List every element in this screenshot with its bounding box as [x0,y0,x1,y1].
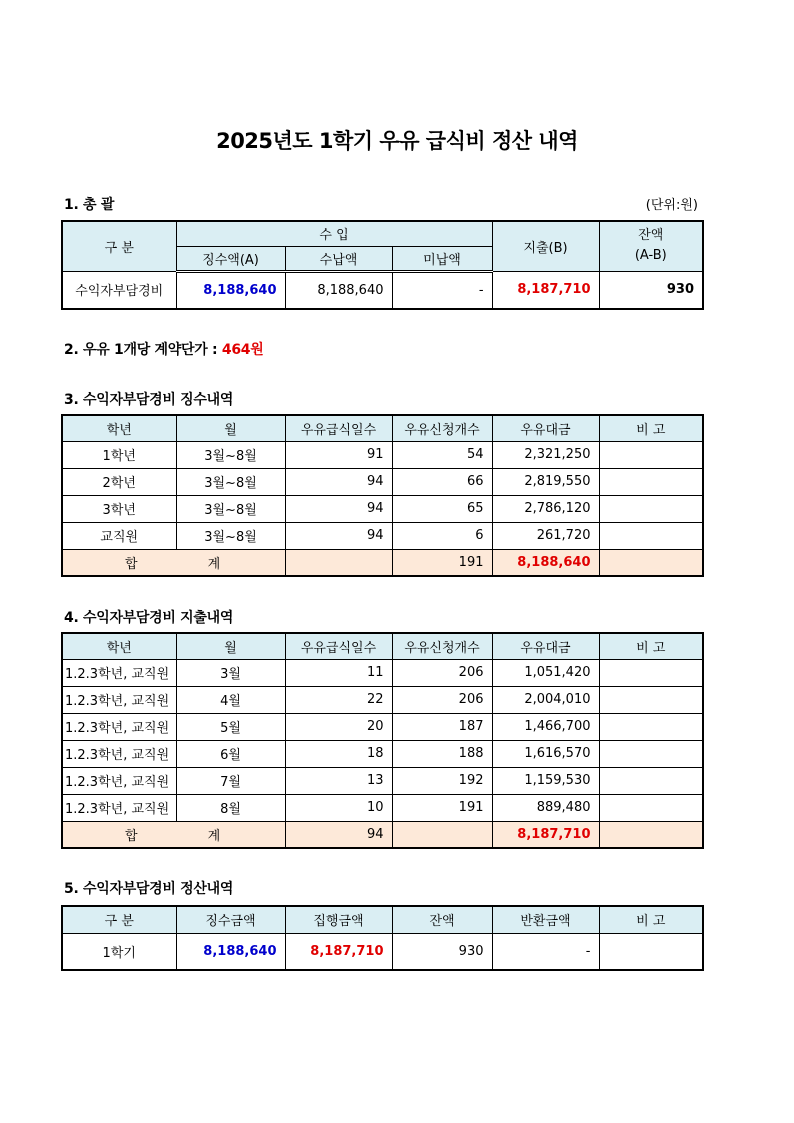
cell-count: 187 [392,713,492,740]
collection-table [61,414,704,577]
table-row [62,767,703,794]
section-1-heading: 1. 총 괄 [64,197,115,213]
collect-amount: 8,188,640 [176,933,285,970]
cell-days: 18 [285,740,392,767]
cell-amount: 1,159,530 [492,767,599,794]
total-count [392,821,492,848]
header-balance-line2: (A-B) [634,248,667,264]
cell-month: 5월 [176,713,285,740]
cell-amount: 261,720 [492,522,599,549]
cell-note [599,522,703,549]
col-count: 우유신청개수 [392,415,492,441]
collect-amount: 8,188,640 [176,271,285,309]
balance-amount: 930 [392,933,492,970]
table-row [62,794,703,821]
header-balance-line1: 잔액 [638,228,664,244]
unit-label: (단위:원) [645,198,698,213]
header-income: 수 입 [176,221,492,246]
cell-amount: 1,616,570 [492,740,599,767]
total-label-b: 계 [207,556,221,572]
exec-amount: 8,187,710 [285,933,392,970]
settlement-table [61,905,704,971]
col-collect: 징수금액 [176,906,285,933]
cell-note [599,713,703,740]
section-5-heading: 5. 수익자부담경비 정산내역 [64,881,234,897]
cell-month: 6월 [176,740,285,767]
cell-count: 6 [392,522,492,549]
cell-grade: 2학년 [62,468,176,495]
col-exec: 집행금액 [285,906,392,933]
paid-amount: 8,188,640 [285,271,392,309]
cell-month: 3월~8월 [176,441,285,468]
col-amount: 우유대금 [492,415,599,441]
cell-count: 65 [392,495,492,522]
cell-count: 188 [392,740,492,767]
cell-month: 7월 [176,767,285,794]
total-label [62,821,285,848]
cell-note [599,659,703,686]
total-days [285,549,392,576]
cell-grade: 1.2.3학년, 교직원 [62,659,176,686]
section-3-heading: 3. 수익자부담경비 징수내역 [64,392,234,408]
header-expense: 지출(B) [492,221,599,271]
section-4-heading: 4. 수익자부담경비 지출내역 [64,610,234,626]
unit-price-label: 2. 우유 1개당 계약단가 : [64,342,222,358]
unpaid-amount: - [392,271,492,309]
cell-grade: 3학년 [62,495,176,522]
col-month: 월 [176,415,285,441]
col-grade: 학년 [62,633,176,659]
col-note: 비 고 [599,906,703,933]
table-row [62,740,703,767]
unit-price-value: 464원 [221,342,264,358]
cell-count: 206 [392,659,492,686]
total-count: 191 [392,549,492,576]
col-note: 비 고 [599,633,703,659]
total-note [599,549,703,576]
cell-amount: 2,321,250 [492,441,599,468]
table-row [62,522,703,549]
cell-grade: 1.2.3학년, 교직원 [62,740,176,767]
cell-count: 66 [392,468,492,495]
table-row [62,441,703,468]
cell-days: 13 [285,767,392,794]
col-month: 월 [176,633,285,659]
header-unpaid: 미납액 [392,246,492,271]
expense-amount: 8,187,710 [492,271,599,309]
cell-month: 3월~8월 [176,468,285,495]
cell-days: 20 [285,713,392,740]
total-amount: 8,187,710 [492,821,599,848]
cell-days: 94 [285,495,392,522]
cell-note [599,441,703,468]
summary-table [61,220,704,310]
cell-note [599,794,703,821]
cell-amount: 1,466,700 [492,713,599,740]
cell-month: 3월~8월 [176,522,285,549]
cell-count: 191 [392,794,492,821]
refund-amount: - [492,933,599,970]
cell-days: 22 [285,686,392,713]
cell-days: 11 [285,659,392,686]
col-refund: 반환금액 [492,906,599,933]
balance-amount: 930 [599,271,703,309]
cell-grade: 1.2.3학년, 교직원 [62,686,176,713]
total-label-b: 계 [207,828,221,844]
cell-note [599,767,703,794]
col-balance: 잔액 [392,906,492,933]
header-balance [599,221,703,271]
col-count: 우유신청개수 [392,633,492,659]
table-row [62,271,703,309]
cell-count: 206 [392,686,492,713]
cell-month: 4월 [176,686,285,713]
cell-grade: 1.2.3학년, 교직원 [62,767,176,794]
expense-table [61,632,704,849]
table-row [62,659,703,686]
col-note: 비 고 [599,415,703,441]
cell-grade: 1학년 [62,441,176,468]
row-label: 1학기 [62,933,176,970]
cell-grade: 교직원 [62,522,176,549]
total-label-a: 합 [125,556,138,572]
cell-note [599,468,703,495]
total-row [62,549,703,576]
col-amount: 우유대금 [492,633,599,659]
cell-days: 94 [285,468,392,495]
total-amount: 8,188,640 [492,549,599,576]
cell-amount: 2,004,010 [492,686,599,713]
col-days: 우유급식일수 [285,415,392,441]
row-label: 수익자부담경비 [62,271,176,309]
header-gubun: 구 분 [62,221,176,271]
header-paid: 수납액 [285,246,392,271]
total-row [62,821,703,848]
col-grade: 학년 [62,415,176,441]
cell-grade: 1.2.3학년, 교직원 [62,713,176,740]
table-row [62,713,703,740]
total-label-a: 합 [125,828,138,844]
cell-note [599,740,703,767]
page-title: 2025년도 1학기 우유 급식비 정산 내역 [216,129,578,153]
col-gubun: 구 분 [62,906,176,933]
header-collect: 징수액(A) [176,246,285,271]
cell-count: 54 [392,441,492,468]
cell-grade: 1.2.3학년, 교직원 [62,794,176,821]
cell-note [599,686,703,713]
table-row [62,933,703,970]
cell-count: 192 [392,767,492,794]
note-cell [599,933,703,970]
cell-amount: 2,819,550 [492,468,599,495]
cell-month: 3월~8월 [176,495,285,522]
cell-month: 3월 [176,659,285,686]
col-days: 우유급식일수 [285,633,392,659]
total-days: 94 [285,821,392,848]
cell-days: 91 [285,441,392,468]
total-label [62,549,285,576]
cell-month: 8월 [176,794,285,821]
table-row [62,686,703,713]
cell-days: 10 [285,794,392,821]
cell-note [599,495,703,522]
total-note [599,821,703,848]
cell-amount: 2,786,120 [492,495,599,522]
table-row [62,495,703,522]
table-row [62,468,703,495]
cell-amount: 1,051,420 [492,659,599,686]
section-2-heading [64,339,263,359]
cell-days: 94 [285,522,392,549]
cell-amount: 889,480 [492,794,599,821]
